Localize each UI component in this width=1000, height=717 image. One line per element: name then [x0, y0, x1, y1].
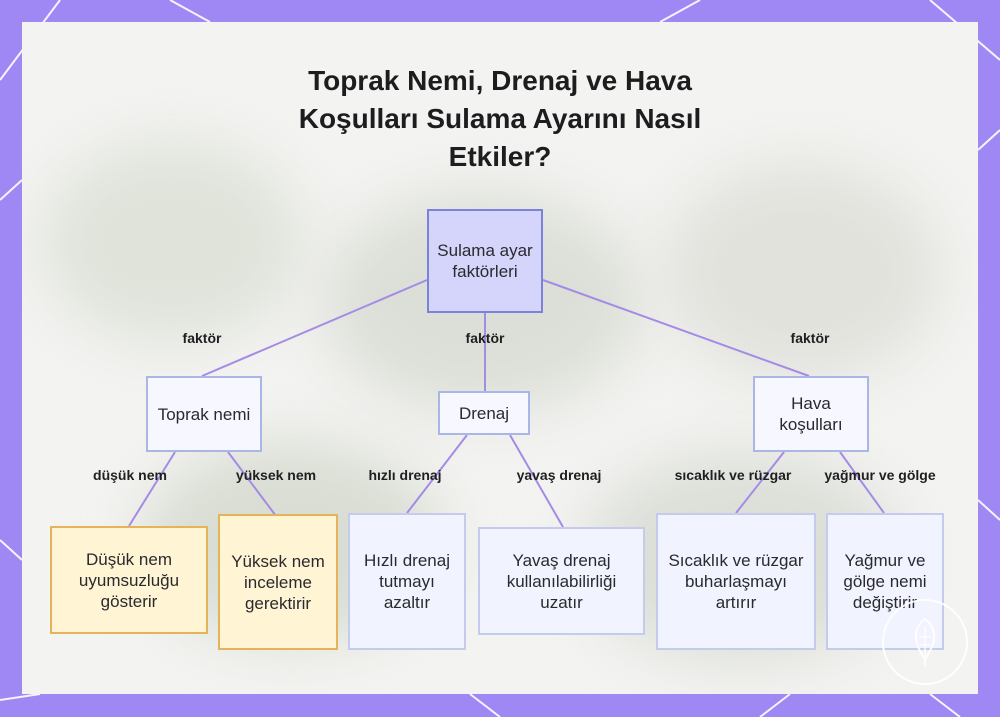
- node-soil-moisture: [146, 376, 262, 452]
- connector-root-soil: [202, 280, 427, 376]
- edge-label-fast-drainage: hızlı drenaj: [368, 467, 442, 483]
- node-slow-drainage-label: Yavaş drenaj kullanılabilirliği uzatır: [506, 550, 617, 612]
- edge-label-rain-shade: yağmur ve gölge: [824, 467, 936, 483]
- edge-label-high-moisture: yüksek nem: [235, 467, 317, 483]
- node-high-moisture-label: Yüksek nem inceleme gerektirir: [231, 551, 325, 613]
- edge-label-factor: faktör: [182, 330, 222, 346]
- node-weather-label: Hava koşulları: [779, 394, 843, 434]
- connector-soil-high: [228, 452, 276, 516]
- edge-label-factor: faktör: [465, 330, 505, 346]
- node-rain-shade-label: Yağmur ve gölge nemi değiştirir: [843, 551, 927, 612]
- node-low-moisture-label: Düşük nem uyumsuzluğu gösterir: [78, 549, 180, 611]
- node-fast-drainage-label: Hızlı drenaj tutmayı azaltır: [364, 551, 450, 612]
- node-slow-drainage: [478, 527, 645, 635]
- node-heat-wind-label: Sıcaklık ve rüzgar buharlaşmayı artırır: [668, 551, 804, 612]
- node-soil-moisture-label: Toprak nemi: [157, 404, 251, 424]
- node-low-moisture: [50, 526, 208, 634]
- edge-label-factor: faktör: [790, 330, 830, 346]
- node-weather: [753, 376, 869, 452]
- node-root-label: Sulama ayar faktörleri: [437, 241, 533, 281]
- watermark-logo-icon: [880, 597, 970, 687]
- connector-root-weather: [543, 280, 809, 376]
- edge-label-slow-drainage: yavaş drenaj: [516, 467, 602, 483]
- node-drainage: [438, 391, 530, 435]
- edge-label-heat-wind: sıcaklık ve rüzgar: [674, 467, 792, 483]
- node-drainage-label: Drenaj: [458, 403, 510, 423]
- edge-label-low-moisture: düşük nem: [93, 467, 167, 483]
- node-fast-drainage: [348, 513, 466, 650]
- node-root: [427, 209, 543, 313]
- page-title: Toprak Nemi, Drenaj ve Hava Koşulları Sulama Ayarını Nasıl Etkiler?: [298, 65, 702, 172]
- node-heat-wind: [656, 513, 816, 650]
- connector-soil-low: [129, 452, 175, 526]
- node-high-moisture: [218, 514, 338, 650]
